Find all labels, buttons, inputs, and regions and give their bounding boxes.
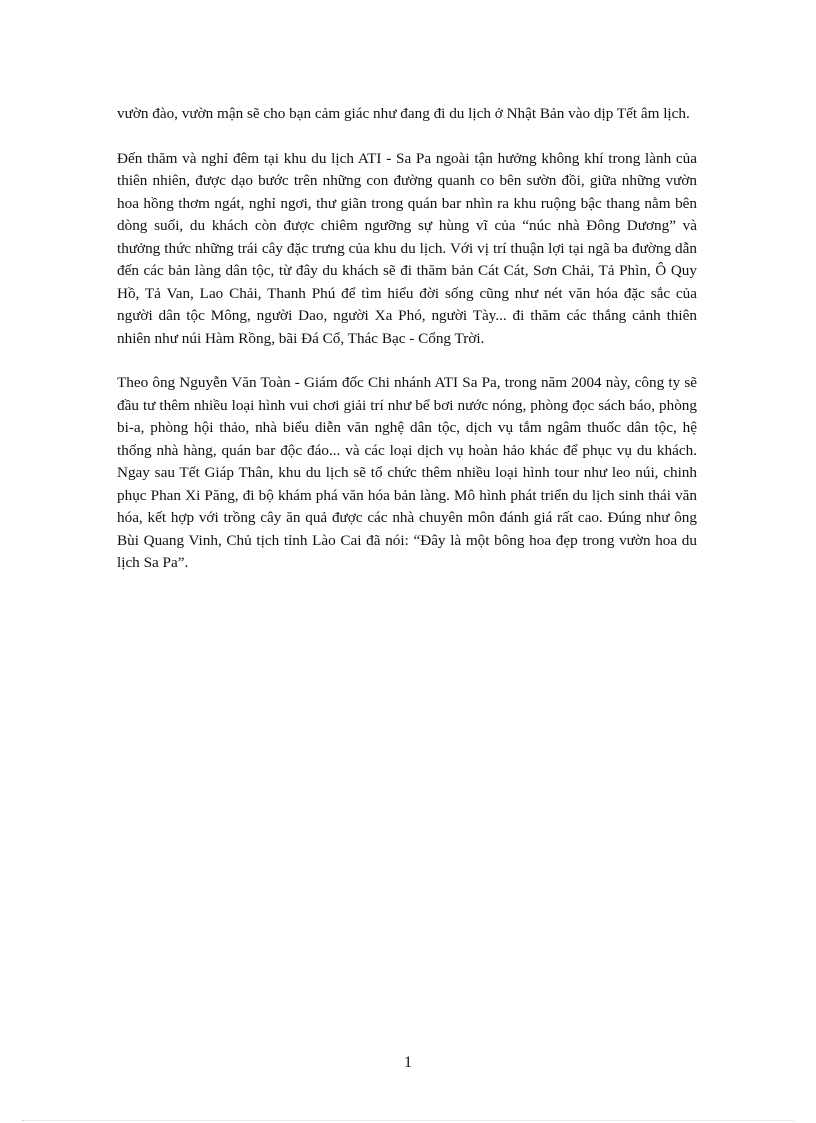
document-body xyxy=(117,103,697,597)
paragraph-1: vườn đào, vườn mận sẽ cho bạn cảm giác như đang đi du lịch ở Nhật Bản vào dịp Tết âm lịch. xyxy=(117,105,690,122)
page-number: 1 xyxy=(404,1054,412,1071)
paragraph-2: Đến thăm và nghỉ đêm tại khu du lịch ATI - Sa Pa ngoài tận hưởng không khí trong lành của thiên nhiên, được dạo bước trên những con đường quanh co bên sườn đồi, giữa những vườn hoa hồng thơm ngát, nghỉ ngơi, thư giãn trong quán bar nhìn ra khu ruộng bậc thang nằm bên dòng suối, du khách còn được chiêm ngưỡng sự hùng vĩ của “núc nhà Đông Dương” và thưởng thức những trái cây đặc trưng của khu du lịch. Với vị trí thuận lợi tại ngã ba đường dẫn đến các bản làng dân tộc, từ đây du khách sẽ đi thăm bản Cát Cát, Sơn Chải, Tả Phìn, Ô Quy Hồ, Tả Van, Lao Chải, Thanh Phú để tìm hiểu đời sống cũng như nét văn hóa đặc sắc của người dân tộc Mông, người Dao, người Xa Phó, người Tày... đi thăm các thắng cảnh thiên nhiên như núi Hàm Rồng, bãi Đá Cổ, Thác Bạc - Cổng Trời. xyxy=(117,149,697,347)
paragraph-3: Theo ông Nguyễn Văn Toàn - Giám đốc Chi nhánh ATI Sa Pa, trong năm 2004 này, công ty sẽ đầu tư thêm nhiều loại hình vui chơi giải trí như bể bơi nước nóng, phòng đọc sách báo, phòng bi-a, phòng hội thảo, nhà biểu diễn văn nghệ dân tộc, dịch vụ tắm ngâm thuốc dân tộc, hệ thống nhà hàng, quán bar độc đáo... và các loại dịch vụ hoàn hảo khác để phục vụ du khách. Ngay sau Tết Giáp Thân, khu du lịch sẽ tổ chức thêm nhiều loại hình tour như leo núi, chinh phục Phan Xi Păng, đi bộ khám phá văn hóa bản làng. Mô hình phát triển du lịch sinh thái văn hóa, kết hợp với trồng cây ăn quả được các nhà chuyên môn đánh giá rất cao. Đúng như ông Bùi Quang Vinh, Chủ tịch tỉnh Lào Cai đã nói: “Đây là một bông hoa đẹp trong vườn hoa du lịch Sa Pa”. xyxy=(117,374,697,571)
page-bottom-divider xyxy=(22,1120,794,1121)
